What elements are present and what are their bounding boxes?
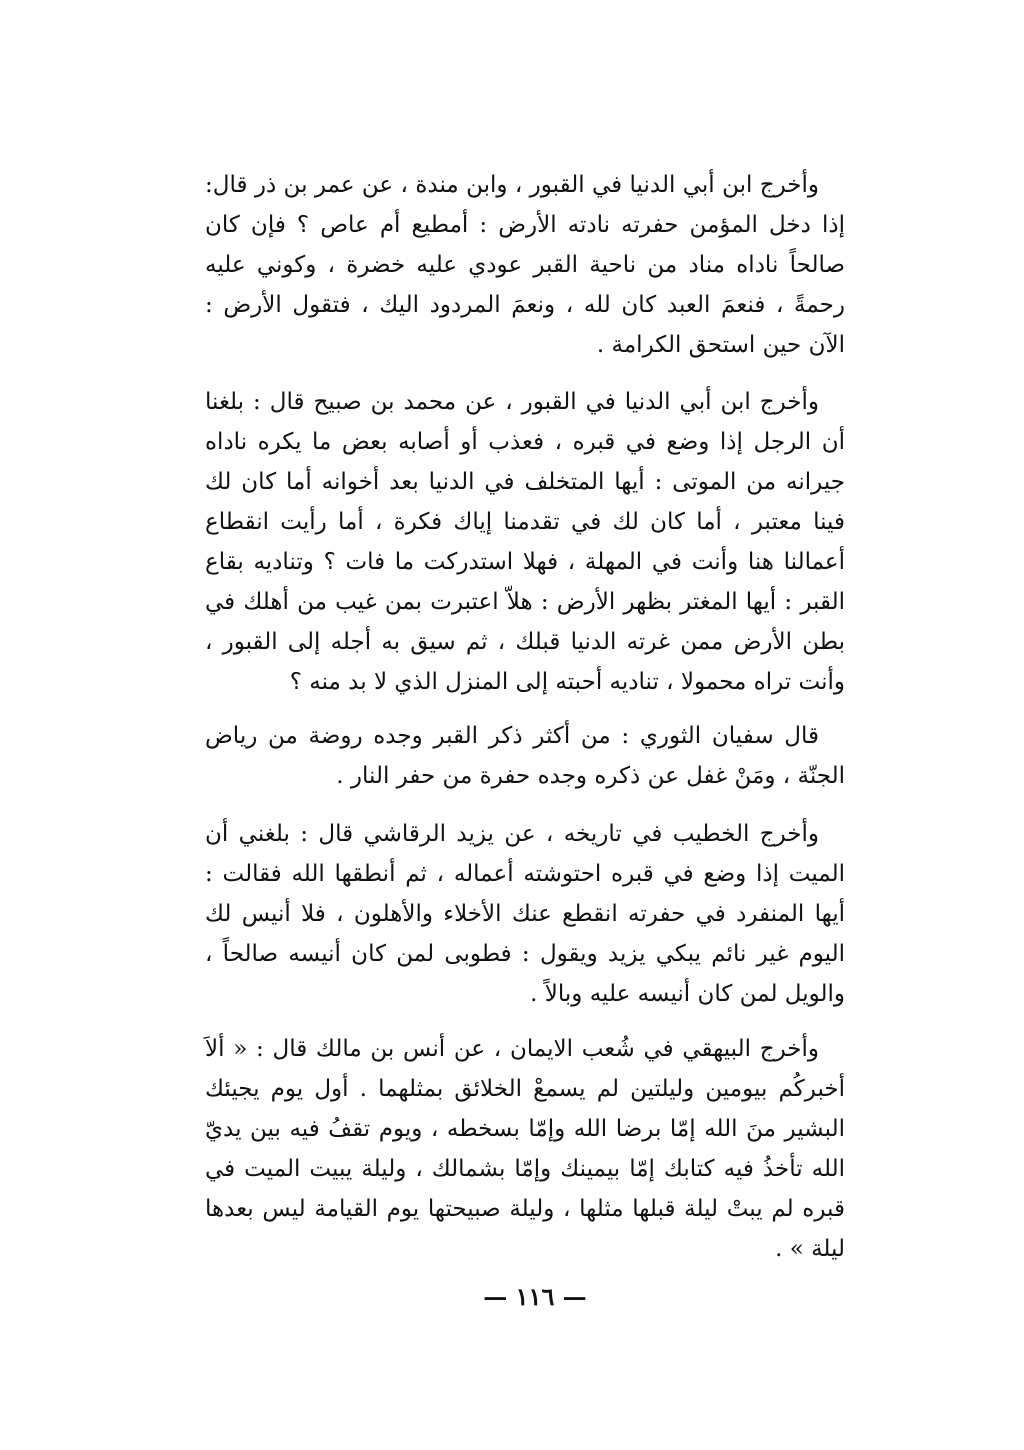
- paragraph-khatib: [205, 814, 845, 1014]
- paragraph-text: وأخرج الخطيب في تاريخه ، عن يزيد الرقاشي قال : بلغني أن الميت إذا وضع في قبره احتوشته أعماله ، ثم أنطقها الله فقالت : أيها المنفرد في حفرته انقطع عنك الأخلاء والأهلون ، فلا أنيس لك اليوم غير نائم يبكي يزيد ويقول : فطوبى لمن كان أنيسه صالحاً ، والويل لمن كان أنيسه عليه وبالاً .: [205, 821, 845, 1007]
- paragraph-jiran-mawta: [205, 382, 845, 702]
- paragraph-qabr-ard: [205, 165, 845, 365]
- paragraph-bayhaqi: [205, 1029, 845, 1269]
- paragraph-text: وأخرج ابن أبي الدنيا في القبور ، وابن مندة ، عن عمر بن ذر قال: إذا دخل المؤمن حفرته نادته الأرض : أمطيع أم عاص ؟ فإن كان صالحاً ناداه مناد من ناحية القبر عودي عليه خضرة ، وكوني عليه رحمةً ، فنعمَ العبد كان لله ، ونعمَ المردود اليك ، فتقول الأرض : الآن حين استحق الكرامة .: [205, 172, 845, 358]
- paragraph-text: وأخرج ابن أبي الدنيا في القبور ، عن محمد بن صبيح قال : بلغنا أن الرجل إذا وضع في قبره ، فعذب أو أصابه بعض ما يكره ناداه جيرانه من الموتى : أيها المتخلف في الدنيا بعد أخوانه أما كان لك فينا معتبر ، أما كان لك في تقدمنا إياك فكرة ، أما رأيت انقطاع أعمالنا هنا وأنت في المهلة ، فهلا استدركت ما فات ؟ وتناديه بقاع القبر : أيها المغتر بظهر الأرض : هلاّ اعتبرت بمن غيب من أهلك في بطن الأرض ممن غرته الدنيا قبلك ، ثم سيق به أجله إلى القبور ، وأنت تراه محمولا ، تناديه أحبته إلى المنزل الذي لا بد منه ؟: [205, 389, 845, 695]
- paragraph-text: وأخرج البيهقي في شُعب الايمان ، عن أنس بن مالك قال : « ألاَ أخبركُم بيومين وليلتين لم يسمعْ الخلائق بمثلهما . أول يوم يجيئك البشير منَ الله إمّا برضا الله وإمّا بسخطه ، ويوم تقفُ فيه بين يديّ الله تأخذُ فيه كتابك إمّا بيمينك وإمّا بشمالك ، وليلة يبيت الميت في قبره لم يبتْ ليلة قبلها مثلها ، وليلة صبيحتها يوم القيامة ليس بعدها ليلة » .: [205, 1036, 845, 1262]
- paragraph-text: قال سفيان الثوري : من أكثر ذكر القبر وجده روضة من رياض الجنّة ، ومَنْ غفل عن ذكره وجده حفرة من حفر النار .: [205, 723, 845, 789]
- page-number: — ١١٦ —: [483, 1282, 587, 1311]
- paragraph-sufyan-thawri: [205, 716, 845, 796]
